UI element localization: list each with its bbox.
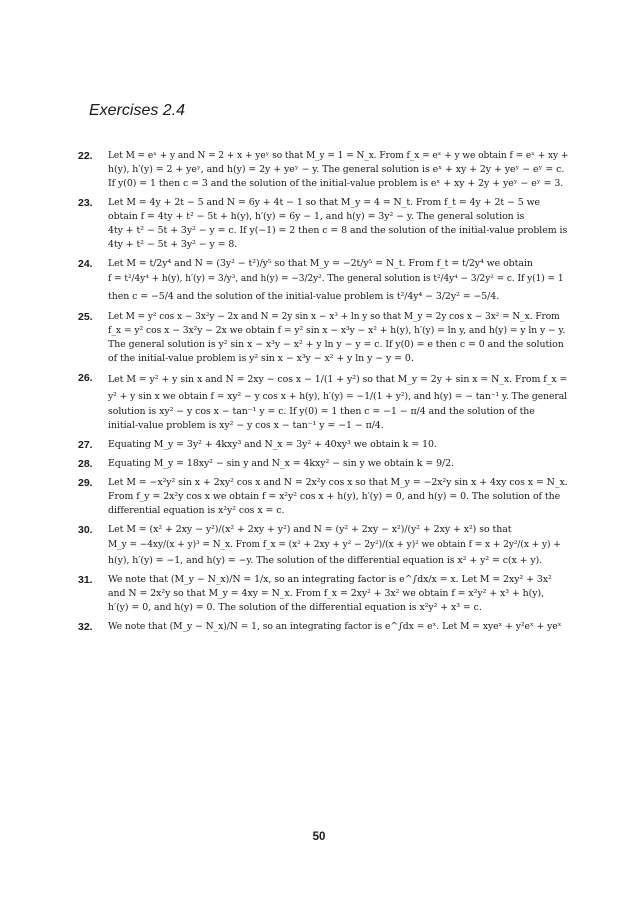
page-number: 50 bbox=[312, 831, 326, 843]
exercise-item bbox=[78, 620, 568, 634]
exercise-item bbox=[78, 149, 568, 191]
exercise-item bbox=[78, 371, 568, 433]
exercise-number: 32. bbox=[78, 621, 93, 633]
exercise-text-line: The general solution is y² sin x − x³y − x² + y ln y − y = c. If y(0) = e then c = 0 and the solution bbox=[108, 339, 564, 350]
exercise-text-line: Let M = y² + y sin x and N = 2xy − cos x − 1/(1 + y²) so that M_y = 2y + sin x = N_x. From f_x = bbox=[108, 374, 568, 385]
exercise-text-line: f = t²/4y⁴ + h(y), h′(y) = 3/y³, and h(y) = −3/2y². The general solution is t²/4y⁴ − 3/2y² = c. If y(1) = 1 bbox=[108, 274, 564, 284]
exercise-text-line: From f_y = 2x²y cos x we obtain f = x²y² cos x + h(y), h′(y) = 0, and h(y) = 0. The solution of the bbox=[108, 491, 561, 502]
exercise-number: 25. bbox=[78, 311, 93, 323]
exercise-number: 23. bbox=[78, 197, 93, 209]
exercise-text-line: h(y), h′(y) = −1, and h(y) = −y. The solution of the differential equation is x² + y² = c(x + y). bbox=[108, 555, 543, 566]
exercise-text-line: differential equation is x²y² cos x = c. bbox=[108, 505, 285, 516]
exercise-item bbox=[78, 257, 568, 305]
exercise-item bbox=[78, 438, 568, 452]
exercise-item bbox=[78, 573, 568, 615]
exercise-item bbox=[78, 523, 568, 568]
exercise-text-line: M_y = −4xy/(x + y)³ = N_x. From f_x = (x² + 2xy + y² − 2y²)/(x + y)² we obtain f = x + 2y²/(x + y) + bbox=[108, 540, 561, 550]
exercise-text-line: Let M = t/2y⁴ and N = (3y² − t²)/y⁵ so that M_y = −2t/y⁵ = N_t. From f_t = t/2y⁴ we obtain bbox=[108, 258, 533, 269]
exercise-item bbox=[78, 476, 568, 518]
exercise-number: 27. bbox=[78, 439, 93, 451]
exercise-text-line: If y(0) = 1 then c = 3 and the solution of the initial-value problem is eˣ + xy + 2y + yeʸ − eʸ = 3. bbox=[108, 178, 564, 189]
exercise-text-line: obtain f = 4ty + t² − 5t + h(y), h′(y) = 6y − 1, and h(y) = 3y² − y. The general solution is bbox=[108, 211, 525, 222]
exercise-item bbox=[78, 310, 568, 366]
exercise-text-line: f_x = y² cos x − 3x²y − 2x we obtain f = y² sin x − x³y − x² + h(y), h′(y) = ln y, and h(y) = y ln y − y. bbox=[108, 325, 566, 336]
exercise-text-line: then c = −5/4 and the solution of the initial-value problem is t²/4y⁴ − 3/2y² = −5/4. bbox=[108, 291, 500, 302]
exercise-number: 28. bbox=[78, 458, 93, 470]
exercise-text-line: h′(y) = 0, and h(y) = 0. The solution of the differential equation is x²y² + x³ = c. bbox=[108, 602, 482, 613]
exercise-text-line: y² + y sin x we obtain f = xy² − y cos x + h(y), h′(y) = −1/(1 + y²), and h(y) = − tan⁻¹ y. The general bbox=[108, 391, 568, 402]
exercise-text-line: Let M = −x²y² sin x + 2xy² cos x and N = 2x²y cos x so that M_y = −2x²y sin x + 4xy cos x = N_x. bbox=[108, 477, 568, 488]
exercise-number: 24. bbox=[78, 258, 93, 270]
exercise-text-line: h(y), h′(y) = 2 + yeʸ, and h(y) = 2y + yeʸ − y. The general solution is eˣ + xy + 2y + yeʸ − eʸ = c. bbox=[108, 164, 565, 175]
exercise-text-line: initial-value problem is xy² − y cos x − tan⁻¹ y = −1 − π/4. bbox=[108, 420, 384, 431]
exercise-item bbox=[78, 196, 568, 252]
exercise-text-line: We note that (M_y − N_x)/N = 1, so an integrating factor is e^∫dx = eˣ. Let M = xyeˣ + y²eˣ + yeˣ bbox=[108, 621, 562, 632]
exercise-number: 30. bbox=[78, 524, 93, 536]
exercise-text-line: Equating M_y = 18xy² − sin y and N_x = 4kxy² − sin y we obtain k = 9/2. bbox=[108, 458, 454, 469]
exercise-text-line: Let M = (x² + 2xy − y²)/(x² + 2xy + y²) and N = (y² + 2xy − x²)/(y² + 2xy + x²) so that bbox=[108, 524, 512, 535]
exercise-item bbox=[78, 457, 568, 471]
exercise-text-line: Equating M_y = 3y² + 4kxy³ and N_x = 3y² + 40xy³ we obtain k = 10. bbox=[108, 439, 437, 450]
exercise-number: 26. bbox=[78, 372, 93, 384]
exercise-text-line: of the initial-value problem is y² sin x − x³y − x² + y ln y − y = 0. bbox=[108, 353, 414, 364]
exercise-number: 22. bbox=[78, 150, 93, 162]
exercise-text-line: solution is xy² − y cos x − tan⁻¹ y = c. If y(0) = 1 then c = −1 − π/4 and the solution of the bbox=[108, 406, 535, 417]
exercise-text-line: We note that (M_y − N_x)/N = 1/x, so an integrating factor is e^∫dx/x = x. Let M = 2xy² + 3x² bbox=[108, 574, 552, 585]
exercise-text-line: and N = 2x²y so that M_y = 4xy = N_x. From f_x = 2xy² + 3x² we obtain f = x²y² + x³ + h(y), bbox=[108, 588, 544, 599]
section-heading: Exercises 2.4 bbox=[89, 102, 186, 119]
exercise-text-line: Let M = eˣ + y and N = 2 + x + yeʸ so that M_y = 1 = N_x. From f_x = eˣ + y we obtain f = eˣ + xy + bbox=[108, 151, 569, 161]
exercise-number: 31. bbox=[78, 574, 93, 586]
exercise-text-line: 4ty + t² − 5t + 3y² − y = c. If y(−1) = 2 then c = 8 and the solution of the initial-value problem is bbox=[108, 225, 568, 236]
exercise-number: 29. bbox=[78, 477, 93, 489]
exercise-text-line: Let M = y² cos x − 3x²y − 2x and N = 2y sin x − x³ + ln y so that M_y = 2y cos x − 3x² = N_x. From bbox=[108, 312, 560, 322]
exercise-list bbox=[78, 149, 568, 639]
exercise-text-line: Let M = 4y + 2t − 5 and N = 6y + 4t − 1 so that M_y = 4 = N_t. From f_t = 4y + 2t − 5 we bbox=[108, 197, 541, 208]
exercise-text-line: 4ty + t² − 5t + 3y² − y = 8. bbox=[108, 239, 238, 250]
